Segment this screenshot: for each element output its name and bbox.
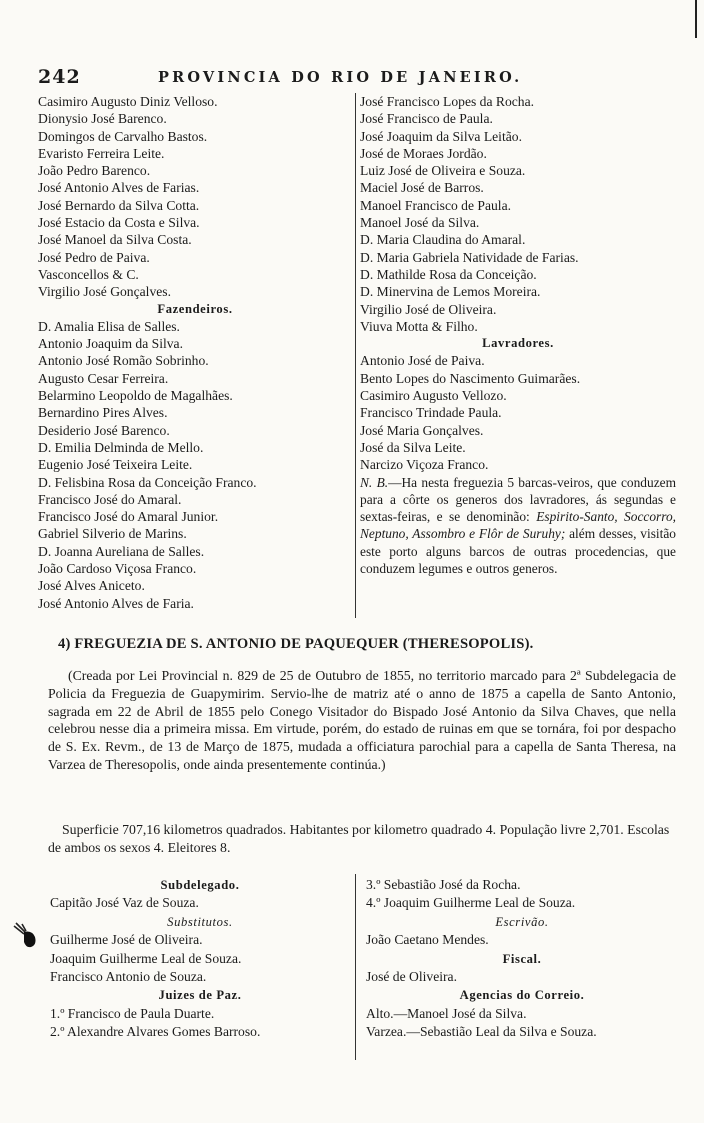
list-item: Virgilio José de Oliveira. [360,301,497,317]
list-item: José Estacio da Costa e Silva. [38,215,200,231]
list-item: Augusto Cesar Ferreira. [38,370,169,386]
nota-bene-label: N. B. [360,474,389,490]
running-title: PROVINCIA DO RIO DE JANEIRO. [158,69,523,86]
pointing-hand-icon [12,920,40,950]
list-item: Viuva Motta & Filho. [360,318,478,334]
list-item: Antonio José Romão Sobrinho. [38,353,209,369]
list-item: José Maria Gonçalves. [360,422,484,438]
fiscal-name: José de Oliveira. [366,968,457,984]
list-item: D. Felisbina Rosa da Conceição Franco. [38,474,257,490]
upper-right-column [360,93,676,577]
list-item: José Francisco de Paula. [360,111,493,127]
list-item: João Pedro Barenco. [38,163,151,179]
list-item: João Cardoso Viçosa Franco. [38,561,197,577]
list-item: Virgilio José Gonçalves. [38,284,171,300]
list-item: Gabriel Silverio de Marins. [38,526,187,542]
escrivao-name: João Caetano Mendes. [366,932,489,948]
list-item: D. Amalia Elisa de Salles. [38,318,180,334]
column-divider [355,874,356,1060]
juizes-heading: Juizes de Paz. [158,988,242,1003]
list-item: D. Joanna Aureliana de Salles. [38,543,205,559]
lavradores-heading: Lavradores. [482,336,554,351]
list-item: Maciel José de Barros. [360,180,484,196]
list-item: D. Maria Gabriela Natividade de Farias. [360,249,579,265]
list-item: Eugenio José Teixeira Leite. [38,457,193,473]
section-title: 4) FREGUEZIA DE S. ANTONIO DE PAQUEQUER (THERESOPOLIS). [58,636,534,652]
list-item: Manoel José da Silva. [360,215,480,231]
list-item: José da Silva Leite. [360,439,466,455]
lower-left-column [50,876,350,1042]
subdelegado-name: Capitão José Vaz de Souza. [50,895,199,911]
column-divider [355,93,356,618]
list-item: Belarmino Leopoldo de Magalhães. [38,388,233,404]
list-item: José Manoel da Silva Costa. [38,232,192,248]
list-item: José Alves Aniceto. [38,578,145,594]
list-item: José Joaquim da Silva Leitão. [360,128,522,144]
list-item: José de Moraes Jordão. [360,145,487,161]
list-item: D. Maria Claudina do Amaral. [360,232,526,248]
list-item: Desiderio José Barenco. [38,422,170,438]
nota-bene-text-end: além desses, visitão este porto alguns barcos de outras procedencias, que conduzem legumes e outros generos. [360,526,676,577]
lower-right-column [366,876,678,1042]
list-item: Antonio José de Paiva. [360,353,485,369]
list-item: 1.º Francisco de Paula Duarte. [50,1005,215,1021]
list-item: Francisco Antonio de Souza. [50,968,207,984]
list-item: Bernardino Pires Alves. [38,405,168,421]
list-item: Francisco José do Amaral. [38,491,182,507]
section-history: (Creada por Lei Provincial n. 829 de 25 de Outubro de 1855, no territorio marcado para 2ª Subdelegacia de Policia da Freguezia de Guapymirim. Servio-lhe de matriz até o anno de 1875 a capella de Santo Antonio, sagrada em 22 de Abril de 1855 pelo Conego Visitador do Bispado José Antonio da Silva Chaves, que nella celebrou nesse dia a primeira missa. Em virtude, porém, do estado de ruinas em que se tornára, foi por despacho de S. Ex. Revm., de 13 de Março de 1875, mudada a officiatura parochial para a capella de Santa Theresa, na Varzea de Theresopolis, onde ainda presentemente continúa.) [48,668,676,772]
nota-bene-text: —Ha nesta freguezia 5 barcas-veiros, que conduzem para a côrte os generos dos lavradores, ás segundas e sextas-feiras, e se denominão: [360,474,676,525]
list-item: José Bernardo da Silva Cotta. [38,197,200,213]
list-item: Francisco José do Amaral Junior. [38,509,219,525]
list-item: José Antonio Alves de Faria. [38,595,194,611]
list-item: Vasconcellos & C. [38,266,139,282]
list-item: José Pedro de Paiva. [38,249,150,265]
list-item: José Francisco Lopes da Rocha. [360,94,535,109]
list-item: Luiz José de Oliveira e Souza. [360,163,526,179]
list-item: D. Minervina de Lemos Moreira. [360,284,541,300]
list-item: 4.º Joaquim Guilherme Leal de Souza. [366,895,576,911]
boat-names: Espirito-Santo, Soccorro, Neptuno, Assombro e Flôr de Suruhy; [360,509,676,542]
section-statistics: Superficie 707,16 kilometros quadrados. Habitantes por kilometro quadrado 4. População livre 2,701. Escolas de ambos os sexos 4. Eleitores 8. [48,822,670,855]
list-item: José Antonio Alves de Farias. [38,180,200,196]
upper-left-column [38,93,352,612]
page-header [38,66,648,88]
list-item: Casimiro Augusto Diniz Velloso. [38,94,218,109]
subdelegado-heading: Subdelegado. [160,878,240,892]
agencias-heading: Agencias do Correio. [459,988,585,1003]
list-item: Domingos de Carvalho Bastos. [38,128,208,144]
list-item: Francisco Trindade Paula. [360,405,502,421]
list-item: Alto.—Manoel José da Silva. [366,1005,527,1021]
nota-bene-paragraph [360,474,676,578]
page-edge-mark [695,0,697,38]
substitutos-heading: Substitutos. [167,914,233,929]
list-item: 2.º Alexandre Alvares Gomes Barroso. [50,1024,261,1040]
list-item: Dionysio José Barenco. [38,111,167,127]
list-item: D. Mathilde Rosa da Conceição. [360,266,537,282]
list-item: Narcizo Viçoza Franco. [360,457,489,473]
list-item: Bento Lopes do Nascimento Guimarães. [360,370,581,386]
fiscal-heading: Fiscal. [502,951,542,966]
list-item: Manoel Francisco de Paula. [360,197,511,213]
list-item: D. Emilia Delminda de Mello. [38,439,204,455]
list-item: Guilherme José de Oliveira. [50,932,203,948]
list-item: Antonio Joaquim da Silva. [38,336,183,352]
escrivao-heading: Escrivão. [495,914,549,929]
fazendeiros-heading: Fazendeiros. [157,301,233,316]
list-item: 3.º Sebastião José da Rocha. [366,877,521,892]
page-number: 242 [38,66,81,88]
list-item: Joaquim Guilherme Leal de Souza. [50,950,242,966]
list-item: Varzea.—Sebastião Leal da Silva e Souza. [366,1024,597,1040]
list-item: Evaristo Ferreira Leite. [38,145,165,161]
list-item: Casimiro Augusto Vellozo. [360,388,507,404]
